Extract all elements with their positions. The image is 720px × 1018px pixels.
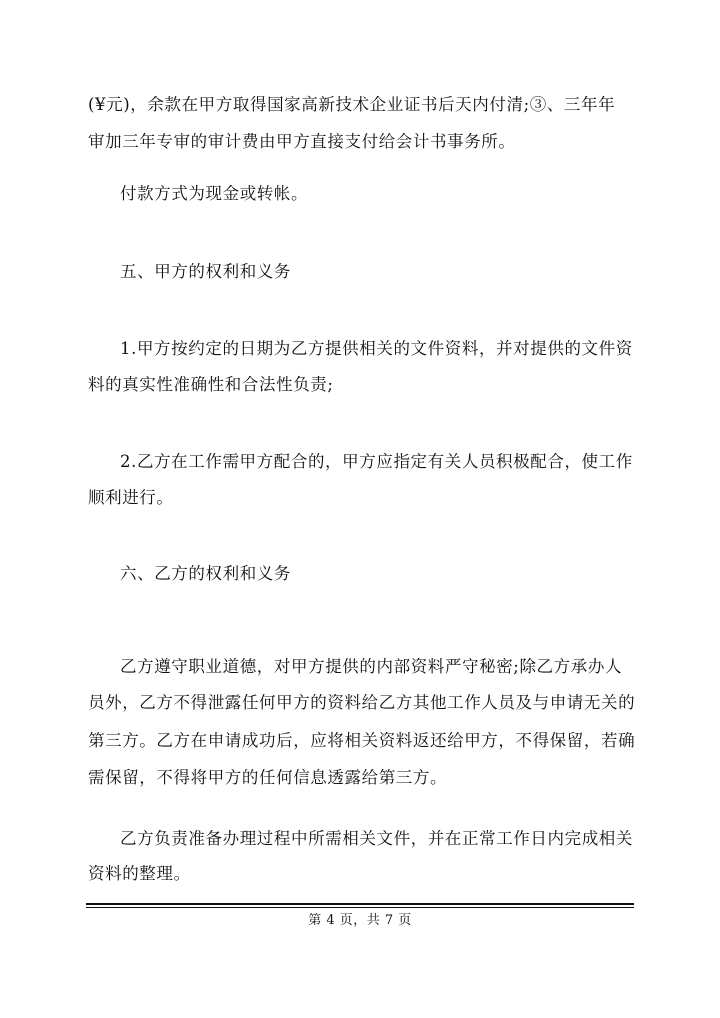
section-5-item-1-line-1: 1.甲方按约定的日期为乙方提供相关的文件资料，并对提供的文件资 [120,339,633,358]
footer-rule-thick [86,903,634,905]
section-6-confidentiality-line-2: 员外，乙方不得泄露任何甲方的资料给乙方其他工作人员及与申请无关的 [88,693,636,712]
section-6-confidentiality-line-1: 乙方遵守职业道德，对甲方提供的内部资料严守秘密;除乙方承办人 [120,657,623,676]
section-6-heading: 六、乙方的权利和义务 [120,564,291,583]
section-5-item-1-line-2: 料的真实性准确性和合法性负责; [88,375,334,394]
page-number: 第 4 页，共 7 页 [308,913,412,928]
footer-rule-thin [86,907,634,908]
section-6-preparation-line-1: 乙方负责准备办理过程中所需相关文件，并在正常工作日内完成相关 [120,829,633,848]
section-5-heading: 五、甲方的权利和义务 [120,262,291,281]
payment-method-text: 付款方式为现金或转帐。 [120,184,309,203]
section-6-preparation-line-2: 资料的整理。 [88,864,191,883]
section-5-item-2-line-2: 顺利进行。 [88,488,174,507]
payment-terms-line-1: (¥元)，余款在甲方取得国家高新技术企业证书后天内付清;③、三年年 [88,95,616,114]
section-6-confidentiality-line-3: 第三方。乙方在申请成功后，应将相关资料返还给甲方，不得保留，若确 [88,731,636,750]
section-5-item-2-line-1: 2.乙方在工作需甲方配合的，甲方应指定有关人员积极配合，使工作 [120,452,633,471]
payment-terms-line-2: 审加三年专审的审计费由甲方直接支付给会计书事务所。 [88,132,516,151]
section-6-confidentiality-line-4: 需保留，不得将甲方的任何信息透露给第三方。 [88,768,448,787]
